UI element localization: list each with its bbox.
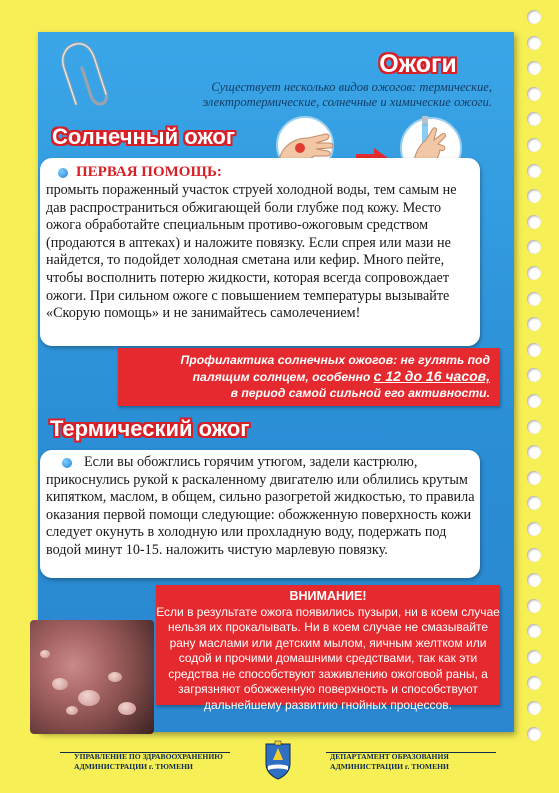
binder-hole	[527, 317, 541, 331]
prevention-line-2	[118, 368, 490, 385]
blister-mark	[108, 672, 122, 682]
prevention-line-3: в период самой сильной его активности.	[230, 386, 490, 400]
footer-left-line-1: УПРАВЛЕНИЕ ПО ЗДРАВООХРАНЕНИЮ	[74, 752, 223, 761]
footer-right	[330, 752, 449, 772]
binder-hole	[527, 420, 541, 434]
blister-mark	[40, 650, 50, 658]
first-aid-heading-text: ПЕРВАЯ ПОМОЩЬ:	[76, 164, 222, 180]
binder-hole	[527, 10, 541, 24]
binder-hole	[527, 266, 541, 280]
sunburn-title: Солнечный ожог	[52, 124, 236, 149]
binder-hole	[527, 624, 541, 638]
binder-hole	[527, 87, 541, 101]
binder-hole	[527, 599, 541, 613]
blister-mark	[66, 706, 78, 715]
blister-mark	[52, 678, 68, 690]
prevention-line-1: Профилактика солнечных ожогов: не гулять под	[180, 353, 490, 367]
binder-hole	[527, 368, 541, 382]
warning-title: ВНИМАНИЕ!	[289, 589, 367, 603]
thermal-text-block	[46, 454, 476, 560]
sunburn-first-aid-text: промыть пораженный участок струей холодной воды, тем самым не дав распространиться обжигающей боли глубже под кожу. Место ожога обработайте специальным противо-ожоговым средством (продаются в аптеках) и наложите повязку. Если спрея или мази не найдется, то подойдет холодная сметана или кефир. Много пейте, чтобы восполнить потерю жидкости, которая всегда сопровождает ожоги. При сильном ожоге с повышением температуры вызывайте «Скорую помощь» и не занимайтесь самолечением!	[46, 182, 457, 322]
binder-hole	[527, 522, 541, 536]
binder-hole	[527, 573, 541, 587]
blister-mark	[118, 702, 136, 715]
binder-holes	[527, 10, 541, 750]
binder-hole	[527, 650, 541, 664]
binder-hole	[527, 36, 541, 50]
bullet-icon	[58, 168, 68, 178]
blister-mark	[78, 690, 100, 706]
binder-hole	[527, 496, 541, 510]
footer-right-line-2: АДМИНИСТРАЦИИ г. ТЮМЕНИ	[330, 762, 449, 771]
prevention-highlight: с 12 до 16 часов,	[373, 368, 490, 384]
binder-hole	[527, 138, 541, 152]
warning-box	[156, 585, 500, 712]
binder-hole	[527, 471, 541, 485]
binder-hole	[527, 445, 541, 459]
binder-hole	[527, 61, 541, 75]
thermal-title: Термический ожог	[50, 416, 250, 441]
binder-hole	[527, 292, 541, 306]
binder-hole	[527, 676, 541, 690]
bullet-icon	[62, 458, 72, 468]
binder-hole	[527, 215, 541, 229]
binder-hole	[527, 189, 541, 203]
binder-hole	[527, 727, 541, 741]
thermal-first-aid-text: Если вы обожглись горячим утюгом, задели кастрюлю, прикоснулись рукой к раскаленному двигателю или облились крутым кипятком, маслом, в общем, сильно разогретой жидкостью, то правила оказания первой помощи следующие: обожженную поверхность кожи следует окунуть в холодную или прохладную воду, подержать под водой минут 10-15. наложить чистую марлевую повязку.	[46, 454, 475, 558]
city-emblem-icon	[263, 740, 293, 780]
page-title: Ожоги	[379, 50, 457, 78]
warning-text: Если в результате ожога появились пузыри, ни в коем случае нельзя их прокалывать. Ни в коем случае не смазывайте рану маслами или детским мылом, яичным желтком или содой и прочими домашними средствами, так как эти средства не способствуют заживлению ожоговой раны, а загрязняют обожженную поверхность и способствуют дальнейшему развитию гнойных процессов.	[156, 604, 500, 712]
binder-hole	[527, 548, 541, 562]
binder-hole	[527, 240, 541, 254]
first-aid-heading	[58, 164, 222, 181]
blisters-photo	[30, 620, 154, 734]
binder-hole	[527, 343, 541, 357]
binder-hole	[527, 164, 541, 178]
footer-left	[74, 752, 223, 772]
prevention-line-2-text: палящим солнцем, особенно	[192, 370, 374, 384]
intro-text: Существует несколько видов ожогов: термические, электротермические, солнечные и химические ожоги.	[202, 80, 492, 109]
binder-hole	[527, 394, 541, 408]
binder-hole	[527, 112, 541, 126]
binder-hole	[527, 701, 541, 715]
footer-left-line-2: АДМИНИСТРАЦИИ г. ТЮМЕНИ	[74, 762, 193, 771]
footer-right-line-1: ДЕПАРТАМЕНТ ОБРАЗОВАНИЯ	[330, 752, 449, 761]
sunburn-prevention-box	[118, 348, 500, 406]
